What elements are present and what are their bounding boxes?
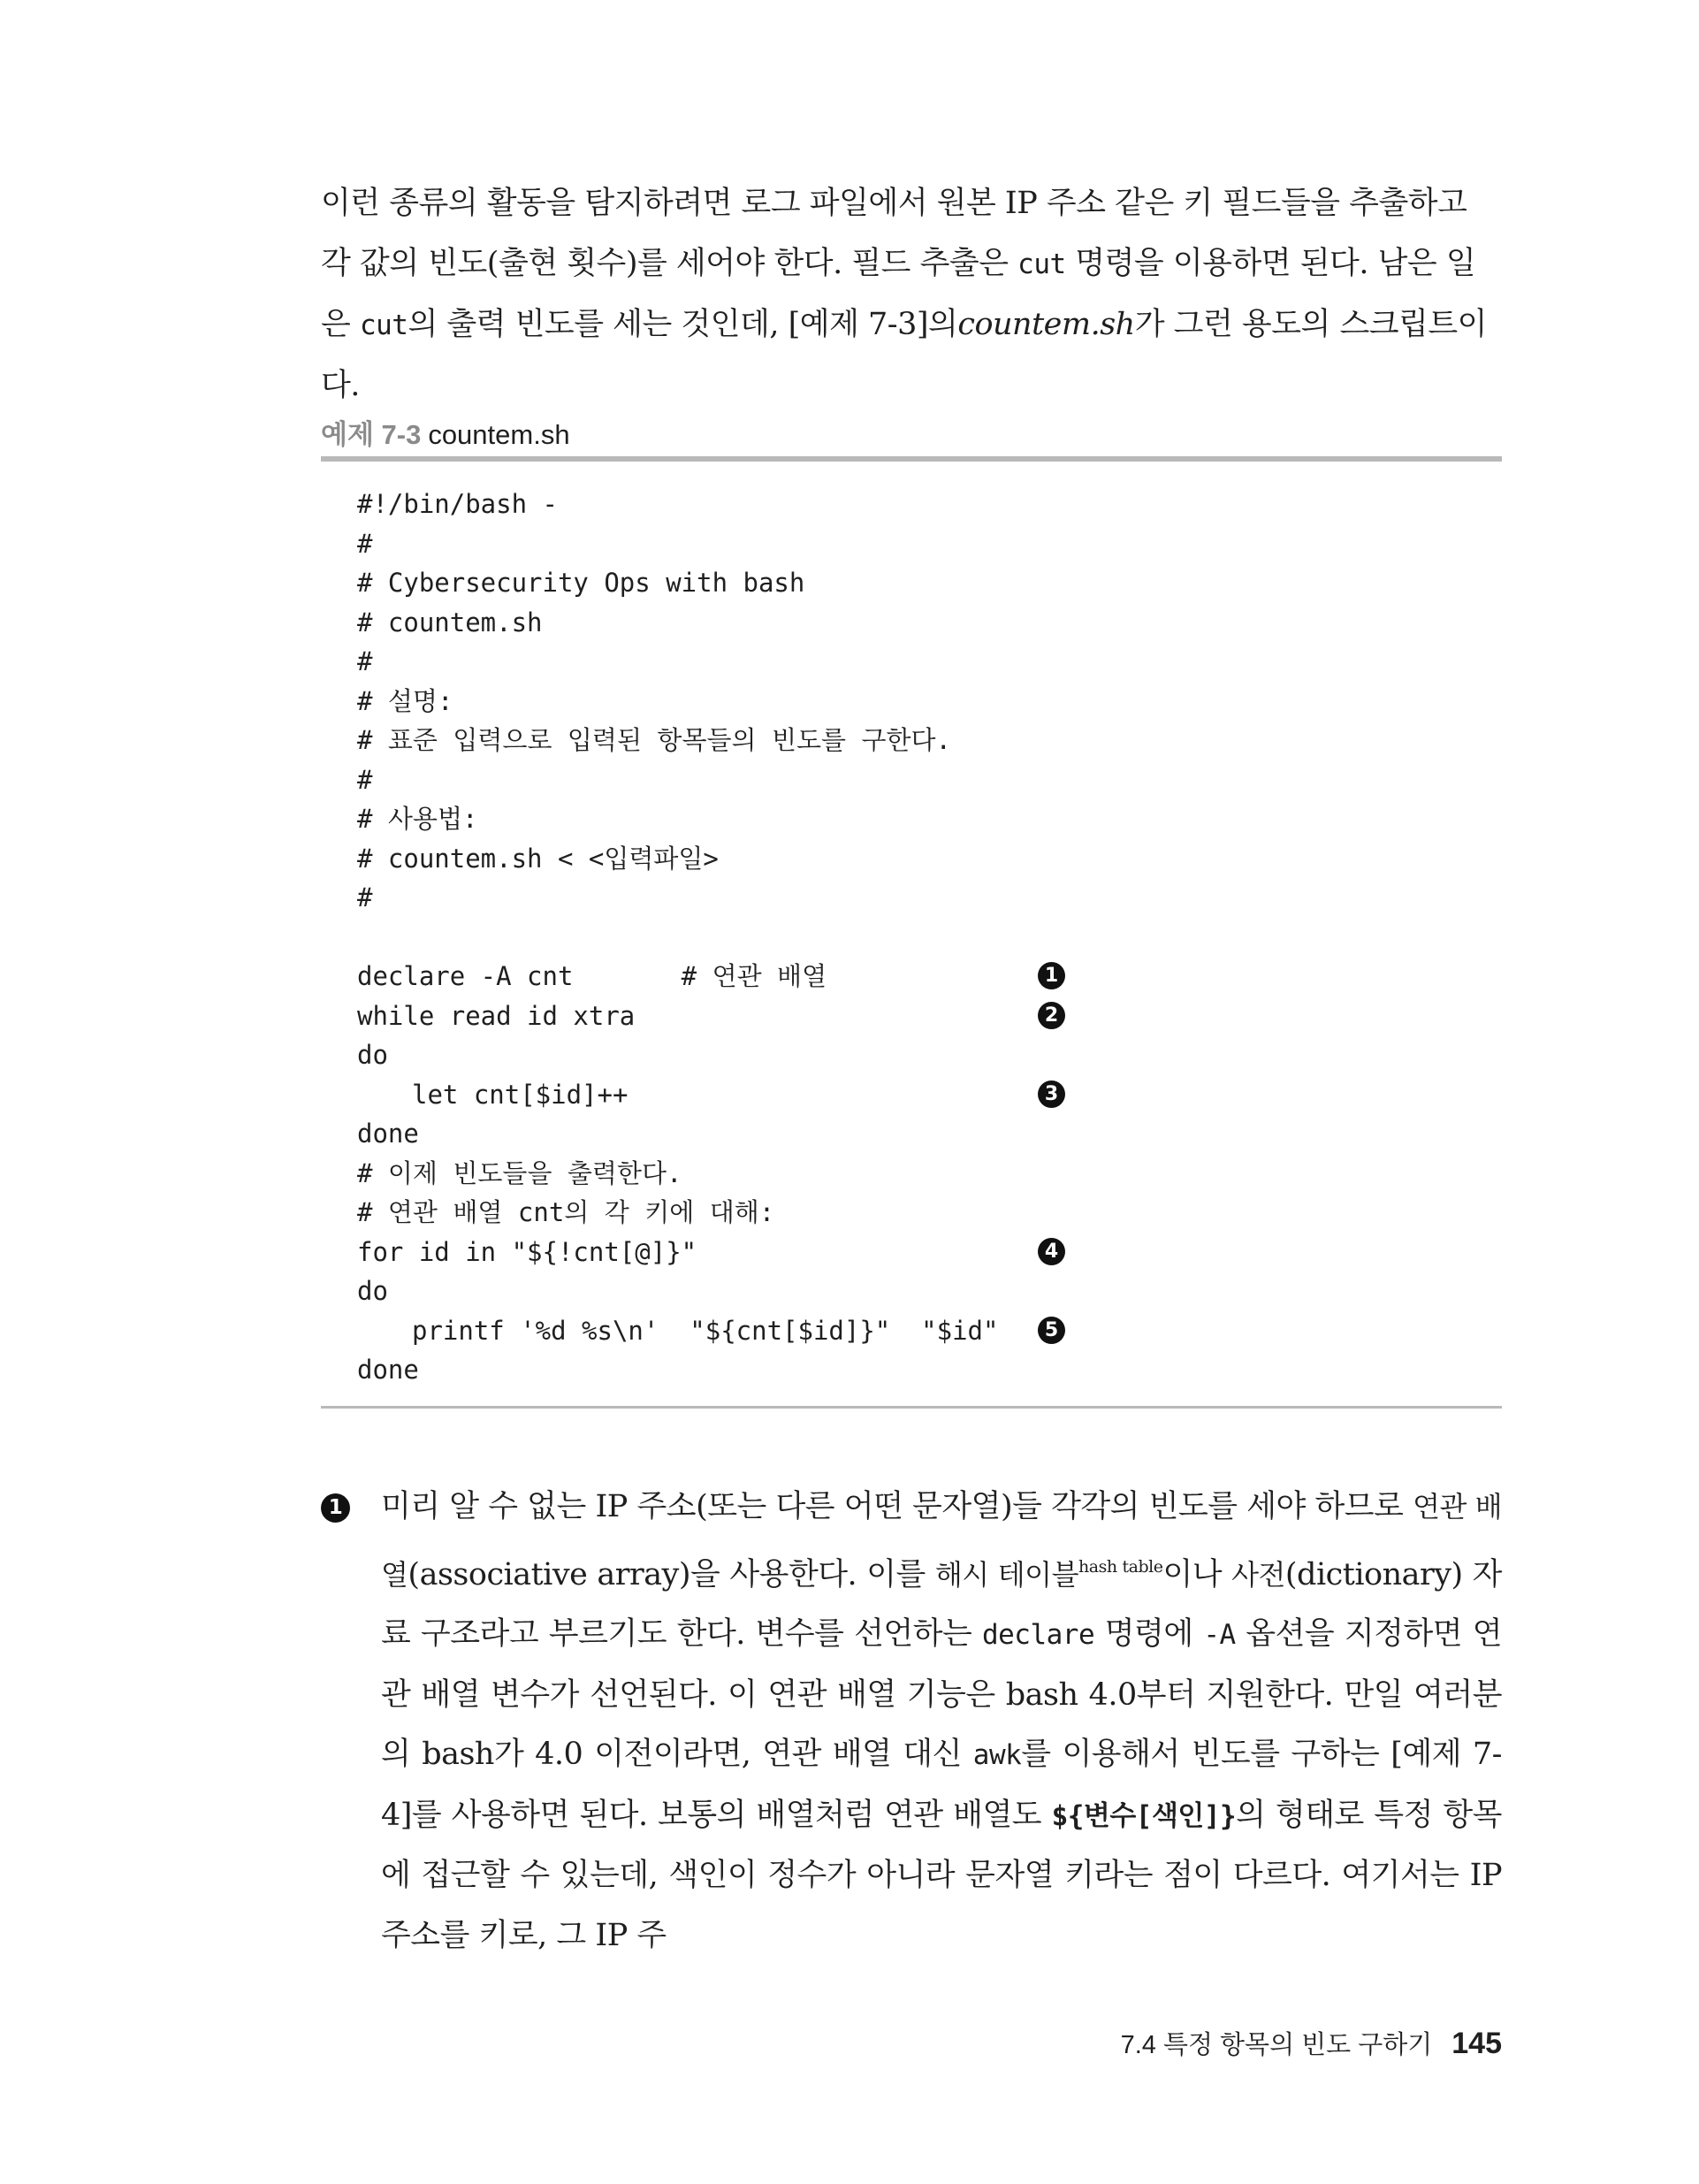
code-bottom-rule <box>321 1406 1502 1409</box>
example-title: countem.sh <box>428 419 570 450</box>
callout-1-icon: 1 <box>1038 962 1065 989</box>
intro-text-3: 의 출력 빈도를 세는 것인데, [예제 7-3]의 <box>408 307 958 342</box>
code-line: # 설명: <box>357 685 453 716</box>
code-line: # 표준 입력으로 입력된 항목들의 빈도를 구한다. <box>357 725 951 755</box>
code-line <box>357 918 1241 958</box>
code-line: while read id xtra 2 <box>357 997 1241 1036</box>
callout-2-icon: 2 <box>1038 1002 1065 1029</box>
code-listing <box>357 485 1241 1390</box>
term-dictionary: 사전 <box>1231 1557 1285 1592</box>
code-line: # <box>357 764 373 795</box>
term-associative-array: 연관 배열 <box>381 1490 1502 1592</box>
code-line: # 사용법: <box>357 804 478 834</box>
term-hash-table: 해시 테이블 <box>934 1557 1078 1592</box>
code-line: # 이제 빈도들을 출력한다. <box>357 1157 682 1188</box>
callout-note-1 <box>321 1478 1502 1966</box>
array-access-syntax: ${변수[색인]} <box>1051 1799 1237 1832</box>
code-line: # countem.sh <box>357 607 543 638</box>
code-line: #!/bin/bash - <box>357 489 558 519</box>
callout-4-icon: 4 <box>1038 1238 1065 1265</box>
code-line: declare -A cnt # 연관 배열 1 <box>357 957 1241 997</box>
code-line: do <box>357 1276 388 1306</box>
note-marker-icon: 1 <box>321 1493 350 1523</box>
hash-table-superscript: hash table <box>1078 1556 1163 1577</box>
cut-command-1: cut <box>1017 248 1066 280</box>
intro-text-1: 이런 종류의 활동을 탐지하려면 로그 파일에서 원본 IP 주소 같은 키 필드들을 추출하고 각 값의 빈도(출현 횟수)를 세어야 한다. 필드 추출은 <box>321 186 1467 281</box>
callout-3-icon: 3 <box>1038 1081 1065 1108</box>
code-line: done <box>357 1119 419 1149</box>
code-line: let cnt[$id]++ 3 <box>357 1075 1241 1115</box>
example-caption <box>321 412 570 452</box>
declare-command: declare <box>981 1619 1095 1651</box>
intro-text-4: 가 그런 용도의 스크립트이다. <box>321 307 1487 403</box>
script-filename: countem.sh <box>957 307 1135 342</box>
example-number: 예제 7-3 <box>321 419 422 450</box>
code-line: # countem.sh < <입력파일> <box>357 843 719 874</box>
code-line: # 연관 배열 cnt의 각 키에 대해: <box>357 1197 775 1227</box>
section-title: 7.4 특정 항목의 빈도 구하기 <box>1120 2031 1433 2059</box>
code-line: # <box>357 882 373 913</box>
callout-5-icon: 5 <box>1038 1317 1065 1344</box>
note-body: 미리 알 수 없는 IP 주소(또는 다른 어떤 문자열)들 각각의 빈도를 세야 하므로 연관 배열(associative array)을 사용한다. 이를 해시 테이블$^{hash table}$이나 사전(dictionary) 자료 구조라고 부르기도 한다. 변수를 선언하는 declare 명령에 -A 옵션을 지정하면 연관 배열 변수가 선언된다. 이 연관 배열 기능은 bash 4.0부터 지원한다. 만일 여러분의 bash가 4.0 이전이라면, 연관 배열 대신 awk를 이용해서 빈도를 구하는 [예제 7-4]를 사용하면 된다. 보통의 배열처럼 연관 배열도 ${변수[색인]}의 형태로 특정 항목에 접근할 수 있는데, 색인이 정수가 아니라 문자열 키라는 점이 다르다. 여기서는 IP 주소를 키로, 그 IP 주 <box>381 1489 1502 1953</box>
code-line: # <box>357 646 373 676</box>
intro-text-2: 명령을 이용하면 된다. 남은 일은 <box>321 246 1476 342</box>
code-line: do <box>357 1040 388 1070</box>
code-line: printf '%d %s\n' "${cnt[$id]}" "$id" 5 <box>357 1311 1241 1351</box>
code-line: done <box>357 1355 419 1385</box>
declare-option: -A <box>1203 1619 1236 1651</box>
code-line: # <box>357 528 373 559</box>
awk-command: awk <box>972 1739 1022 1771</box>
code-line: # Cybersecurity Ops with bash <box>357 568 805 598</box>
page-number: 145 <box>1451 2027 1502 2060</box>
code-top-rule <box>321 456 1502 462</box>
cut-command-2: cut <box>359 309 408 341</box>
page-footer <box>1121 2025 1502 2061</box>
intro-paragraph <box>321 173 1502 416</box>
code-line: for id in "${!cnt[@]}" 4 <box>357 1233 1241 1272</box>
